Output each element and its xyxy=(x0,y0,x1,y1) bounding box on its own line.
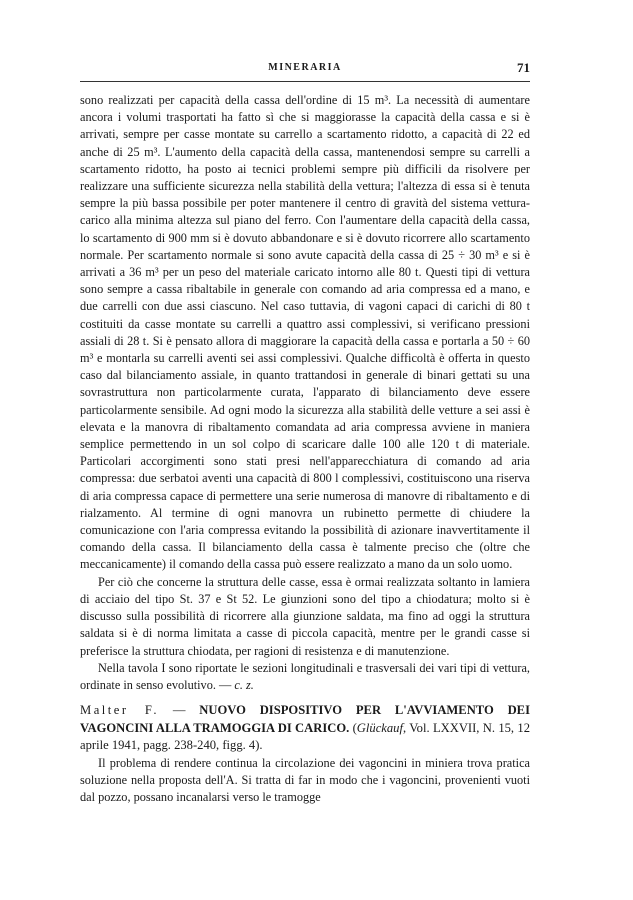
article-citation: , Vol. LXXVII, N. 15, 12 aprile 1941, pagg. 238-240, figg. 4). xyxy=(80,720,530,753)
paragraph-article-intro: Il problema di rendere continua la circolazione dei vagoncini in miniera trova pratica soluzione nella proposta dell'A. Si tratta di far in modo che i vagoncini, provenienti vuoti dal pozzo, possano incanalarsi verso le tramogge xyxy=(80,755,530,805)
page-body xyxy=(80,92,530,806)
article-author: Malter F. xyxy=(80,703,160,718)
table-note-text: Nella tavola I sono riportate le sezioni longitudinali e trasversali dei vari tipi di vettura, ordinate in senso evolutivo. — xyxy=(80,660,530,692)
page-number: 71 xyxy=(517,60,530,75)
article-heading: Malter F. — NUOVO DISPOSITIVO PER L'AVVIAMENTO DEI VAGONCINI ALLA TRAMOGGIA DI CARICO. (Glückauf, Vol. LXXVII, N. 15, 12 aprile 1941, pagg. 238-240, figg. 4). xyxy=(80,703,530,753)
running-title: MINERARIA xyxy=(268,62,342,73)
article-dash: — xyxy=(159,703,200,718)
paragraph-table-note xyxy=(80,660,530,694)
author-initials: c. z. xyxy=(234,677,254,692)
paragraph-continuation: sono realizzati per capacità della cassa dell'ordine di 15 m³. La necessità di aumentare ancora i volumi trasportati ha fatto sì che si maggiorasse la capacità della cassa e si è arrivati, sempre per casse montate su carrello a scartamento ridotto, a capacità di 22 ed anche di 25 m³. L'aumento della capacità della cassa, mantenendosi sempre su carrelli a scartamento ridotto, ha posto ai tecnici problemi sempre più difficili da risolvere per realizzare una sufficiente sicurezza nella stabilità della vettura; l'altezza di essa si è tenuta sempre la più bassa possibile per poter mantenere il centro di gravità del sistema vettura-carico alla minima altezza sul piano del ferro. Con l'aumentare della capacità della cassa, lo scartamento di 900 mm si è dovuto abbandonare e si è dovuto ricorrere allo scartamento normale. Per scartamento normale si sono avute capacità della cassa di 25 ÷ 30 m³ e si è arrivati a 36 m³ per un peso del materiale caricato intorno alle 80 t. Questi tipi di vettura sono sempre a cassa ribaltabile in generale con comando ad aria compressa ed a mano, e due carrelli con due assi ciascuno. Nel caso tuttavia, di vagoni capaci di carichi di 80 t costituiti da casse montate su carrelli a quattro assi complessivi, si verificano pressioni assiali di 28 t. Si è pensato allora di maggiorare la capacità della cassa e portarla a 50 ÷ 60 m³ e montarla su carrelli aventi sei assi complessivi. Qualche difficoltà è offerta in questo caso dal bilanciamento assiale, in quanto trattandosi in generale di binari gettati su una sovrastruttura non particolarmente curata, l'apparato di bilanciamento deve essere particolarmente sensibile. Ad ogni modo la sicurezza alla stabilità delle vetture a sei assi è elevata e la manovra di ribaltamento comandata ad aria compressa avviene in maniera semplice permettendo in un sol colpo di scaricare dalle 100 alle 120 t di materiale. Particolari accorgimenti sono stati presi nell'apparecchiatura di comando ad aria compressa: due serbatoi aventi una capacità di 800 l complessivi, costituiscono una riserva di aria compressa capace di permettere una serie numerosa di manovre di ribaltamento e di rialzamento. Al termine di ogni manovra un rubinetto permette di chiudere la comunicazione con l'aria compressa evitando la possibilità di azionare inavvertitamente il comando della cassa. Il bilanciamento della cassa è talmente preciso che (oltre che meccanicamente) il comando della cassa può essere realizzato a mano da un solo uomo. xyxy=(80,93,530,572)
page-header xyxy=(80,60,530,78)
article-title: NUOVO DISPOSITIVO PER L'AVVIAMENTO DEI VAGONCINI ALLA TRAMOGGIA DI CARICO. xyxy=(80,703,530,735)
header-rule xyxy=(80,81,530,82)
paragraph-structure: Per ciò che concerne la struttura delle casse, essa è ormai realizzata soltanto in lamiera di acciaio del tipo St. 37 e St 52. Le giunzioni sono del tipo a chiodatura; molto si è discusso sulla possibilità di ricorrere alla giunzione saldata, ma fino ad oggi la struttura saldata si è di norma limitata a casse di piccola capacità, mentre per le grandi casse si preferisce la struttura chiodata, per ragioni di resistenza e di manutenzione. xyxy=(80,574,530,658)
article-journal: Glückauf xyxy=(356,720,403,735)
